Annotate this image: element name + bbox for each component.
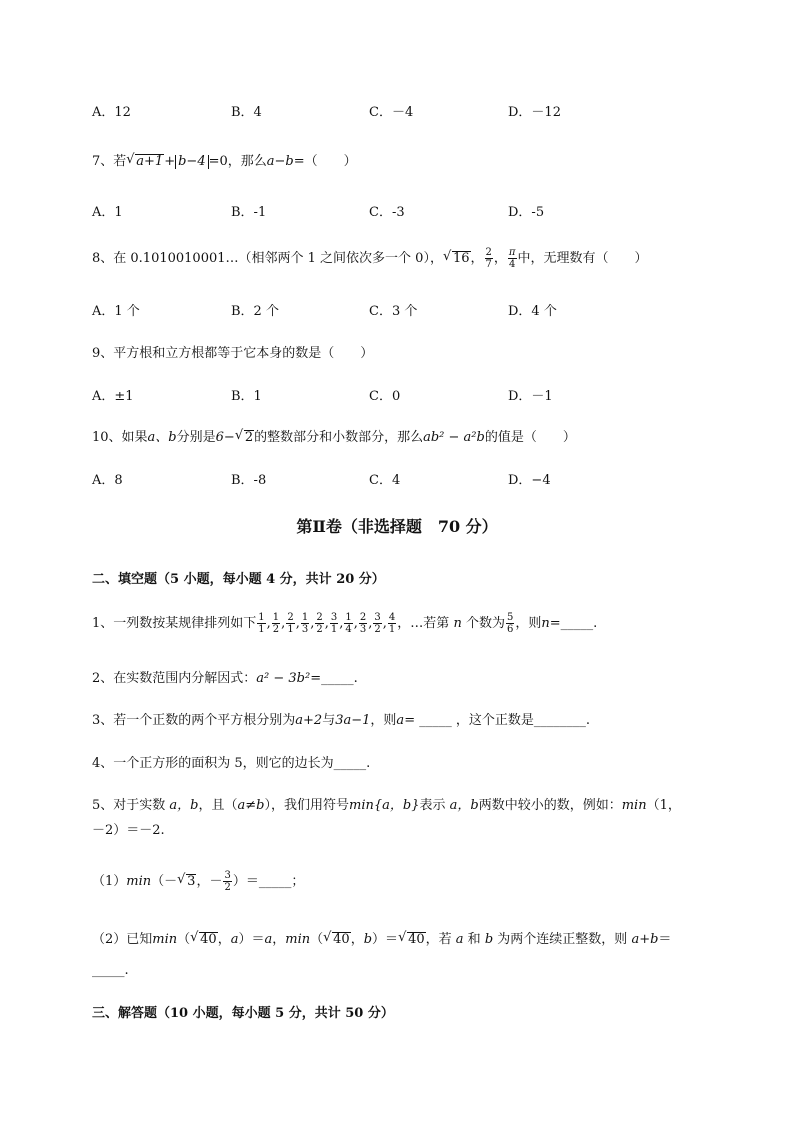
f5p2-a: a [230, 932, 239, 947]
f2-expr: a² − 3b² [256, 671, 311, 686]
q8-sqrt [443, 251, 471, 266]
f5-pre: 5、对于实数 [92, 798, 166, 813]
q7-sqrt [126, 154, 164, 169]
f5p1-frac-num: 3 [224, 870, 231, 881]
q7-option-b: B．-1 [231, 205, 267, 220]
q7-option-d: D．-5 [508, 205, 545, 220]
q10-vars: a、b [147, 430, 177, 445]
q7-tail: =（ ） [293, 154, 357, 169]
f1-n: n [453, 616, 462, 631]
fill-in-header: 二、填空题（5 小题，每小题 4 分，共计 20 分） [92, 572, 385, 587]
q8-frac-2-den: 4 [509, 259, 516, 270]
f5-end: 两数中较小的数，例如： [478, 798, 622, 813]
f5p2-pre: （2）已知 [92, 932, 153, 947]
f5p1-min: min [126, 874, 152, 889]
q10-radicand: 2 [244, 430, 254, 445]
q7-plus: + [164, 154, 176, 169]
q10-option-b: B．-8 [231, 473, 267, 488]
q10-sqrt [235, 430, 254, 445]
f1-fraction-sequence [256, 612, 397, 635]
q10-suffix: 的值是（ ） [484, 430, 576, 445]
q8-suffix: 中，无理数有（ ） [517, 251, 648, 266]
f5p2-tail: ，若 [425, 932, 452, 947]
q10-expr2: ab² − a²b [423, 430, 485, 445]
f5-part-1 [92, 870, 304, 893]
fill-question-3 [92, 709, 590, 728]
f1-end: =_____. [549, 616, 598, 631]
q8-frac-2 [508, 247, 517, 270]
q6-option-d: D．－12 [508, 105, 561, 120]
f5p2-min: min [152, 932, 178, 947]
q8-option-b: B．2 个 [231, 304, 279, 319]
f5p1-frac [223, 870, 231, 893]
f5-mid2: ），我们用符号 [264, 798, 349, 813]
f1-prefix: 1、一列数按某规律排列如下 [92, 616, 257, 631]
f5p2-radicand-2: 40 [333, 932, 350, 947]
f1-sequence-comma: , [382, 616, 387, 631]
f1-sequence-fraction [286, 612, 294, 635]
f5p1-frac-den: 2 [224, 882, 231, 893]
f1-sequence-den: 2 [316, 624, 323, 635]
f1-sequence-fraction [272, 612, 280, 635]
q10-option-a: A．8 [92, 473, 123, 488]
question-7 [92, 150, 357, 169]
question-9: 9、平方根和立方根都等于它本身的数是（ ） [92, 346, 374, 361]
f1-sequence-den: 1 [287, 624, 294, 635]
f1-sequence-num: 1 [301, 612, 309, 623]
q8-sep2: ， [493, 251, 507, 266]
q7-radicand: a+1 [136, 154, 164, 169]
f5p2-b: b [363, 932, 373, 947]
f1-sequence-fraction [359, 612, 367, 635]
f5p2-and: 和 [467, 932, 481, 947]
q9-option-d: D．－1 [508, 389, 553, 404]
solve-header: 三、解答题（10 小题，每小题 5 分，共计 50 分） [92, 1006, 394, 1021]
f1-target-den: 6 [506, 624, 514, 635]
f2-prefix: 2、在实数范围内分解因式： [92, 671, 257, 686]
f3-a: a [396, 713, 405, 728]
q6-option-c: C．－4 [369, 105, 414, 120]
f1-sequence-num: 1 [258, 612, 265, 623]
fill-question-5-line-2: －2）＝－2. [92, 823, 165, 838]
question-8 [92, 247, 648, 270]
f1-sequence-comma: , [339, 616, 344, 631]
f1-sequence-comma: , [368, 616, 373, 631]
q10-mid: 分别是 [176, 430, 216, 445]
f5p1-open: （－ [151, 874, 178, 889]
q7-expr: a−b [266, 154, 294, 169]
f1-sequence-comma: , [353, 616, 358, 631]
q9-option-b: B．1 [231, 389, 262, 404]
f1-sequence-fraction [373, 612, 381, 635]
f5p2-open2: （ [310, 932, 324, 947]
f5-min: min{a，b} [349, 798, 420, 813]
f1-sequence-den: 3 [301, 624, 309, 635]
f5p1-comma: ，－ [196, 874, 223, 889]
q10-mid2: 的整数部分和小数部分，那么 [254, 430, 424, 445]
f5-vars: a，b [169, 798, 199, 813]
q10-option-c: C．4 [369, 473, 401, 488]
f1-sequence-comma: , [295, 616, 300, 631]
q9-option-a: A．±1 [92, 389, 134, 404]
f3-end: = _____ ，这个正数是________. [404, 713, 590, 728]
f1-sequence-fraction [330, 612, 338, 635]
f5-part-2 [92, 928, 671, 947]
f5p2-mid: ， [217, 932, 231, 947]
f1-sequence-num: 1 [272, 612, 280, 623]
q7-suffix: =0，那么 [208, 154, 267, 169]
section-2-title: 第Ⅱ卷（非选择题 70 分） [296, 517, 498, 536]
f5p2-sqrt-2 [323, 932, 351, 947]
f1-sequence-den: 2 [272, 624, 280, 635]
f5p2-a3: a [455, 932, 464, 947]
f3-e2: 3a−1 [335, 713, 371, 728]
f5p2-radicand-1: 40 [200, 932, 217, 947]
f5p1-end: ）＝_____； [232, 874, 305, 889]
f1-sequence-comma: , [310, 616, 315, 631]
q8-option-a: A．1 个 [92, 304, 140, 319]
f1-sequence-fraction [344, 612, 352, 635]
f1-tail: ，则 [515, 616, 542, 631]
f5p2-tail2: 为两个连续正整数，则 [497, 932, 628, 947]
f1-sequence-comma: , [324, 616, 329, 631]
f1-sequence-fraction [301, 612, 309, 635]
q8-sep1: ， [470, 251, 484, 266]
f1-sequence-den: 3 [359, 624, 367, 635]
f5p2-open: （ [177, 932, 191, 947]
fill-question-4: 4、一个正方形的面积为 5，则它的边长为_____. [92, 756, 371, 771]
q10-option-d: D．−4 [508, 473, 551, 488]
f1-sequence-num: 2 [287, 612, 294, 623]
f1-sequence-den: 4 [345, 624, 352, 635]
f3-prefix: 3、若一个正数的两个平方根分别为 [92, 713, 296, 728]
q8-frac-2-num: π [508, 247, 516, 258]
q7-option-c: C．-3 [369, 205, 405, 220]
q10-prefix: 10、如果 [92, 430, 148, 445]
f5p2-mid2: ， [350, 932, 364, 947]
f1-sequence-comma: , [281, 616, 286, 631]
f5p2-sqrt-3 [398, 932, 426, 947]
fill-question-2 [92, 667, 358, 686]
f1-sequence-num: 1 [345, 612, 352, 623]
f5p2-b2: b [484, 932, 494, 947]
f5p2-a2: a [264, 932, 273, 947]
f3-e1: a+2 [295, 713, 323, 728]
q8-frac-1-den: 7 [485, 259, 492, 270]
f1-target-num: 5 [506, 612, 514, 623]
f5-part-2-line-2: _____. [92, 963, 129, 978]
f5p2-min2: min [285, 932, 311, 947]
f1-mid2: 个数为 [465, 616, 505, 631]
q6-option-a: A．12 [92, 105, 131, 120]
f5p2-radicand-3: 40 [408, 932, 425, 947]
f1-target-frac [506, 612, 514, 635]
f1-sequence-num: 3 [374, 612, 381, 623]
f3-and: 与 [322, 713, 336, 728]
f1-sequence-num: 3 [330, 612, 338, 623]
q8-frac-1-num: 2 [485, 247, 492, 258]
f5p1-radicand: 3 [187, 874, 196, 889]
f1-sequence-num: 4 [388, 612, 396, 623]
question-10 [92, 426, 576, 445]
f5-vars2: a，b [449, 798, 479, 813]
fill-question-1 [92, 612, 597, 635]
f1-sequence-num: 2 [316, 612, 323, 623]
q10-expr-pre: 6− [215, 430, 235, 445]
f5-mid3: 表示 [419, 798, 446, 813]
f1-sequence-comma: , [266, 616, 271, 631]
q9-option-c: C．0 [369, 389, 401, 404]
q7-abs: b−4 [175, 155, 209, 169]
q6-option-b: B．4 [231, 105, 262, 120]
f5p2-sqrt-1 [190, 932, 218, 947]
f1-sequence-den: 1 [388, 624, 396, 635]
f1-sequence-den: 2 [374, 624, 381, 635]
fill-question-5-line-1 [92, 794, 681, 813]
f5p1-sqrt [177, 874, 196, 889]
f1-n2: n [541, 616, 550, 631]
f5p2-end: ＝ [658, 932, 672, 947]
f1-sequence-fraction [257, 612, 265, 635]
q8-radicand: 16 [452, 251, 470, 266]
f5p2-comma: ， [272, 932, 286, 947]
q8-frac-1 [485, 247, 493, 270]
f5-tail: （1， [646, 798, 681, 813]
q8-prefix: 8、在 0.1010010001…（相邻两个 1 之间依次多一个 0）， [92, 251, 443, 266]
f5p2-eq: ）＝ [238, 932, 265, 947]
f2-end: =_____. [310, 671, 358, 686]
f1-sequence-den: 1 [258, 624, 265, 635]
f5-neq: a≠b [237, 798, 265, 813]
q7-option-a: A．1 [92, 205, 123, 220]
q8-option-c: C．3 个 [369, 304, 418, 319]
f5p2-eq2: ）＝ [372, 932, 399, 947]
f5-min2: min [621, 798, 647, 813]
f5-mid: ，且（ [198, 798, 238, 813]
f3-mid: ，则 [370, 713, 397, 728]
f1-sequence-fraction [388, 612, 396, 635]
q7-prefix: 7、若 [92, 154, 127, 169]
f1-mid: ，…若第 [397, 616, 450, 631]
f1-sequence-fraction [315, 612, 323, 635]
q8-option-d: D．4 个 [508, 304, 557, 319]
f5p2-sum: a+b [631, 932, 659, 947]
f1-sequence-den: 1 [330, 624, 338, 635]
f1-sequence-num: 2 [359, 612, 367, 623]
f5p1-pre: （1） [92, 874, 127, 889]
